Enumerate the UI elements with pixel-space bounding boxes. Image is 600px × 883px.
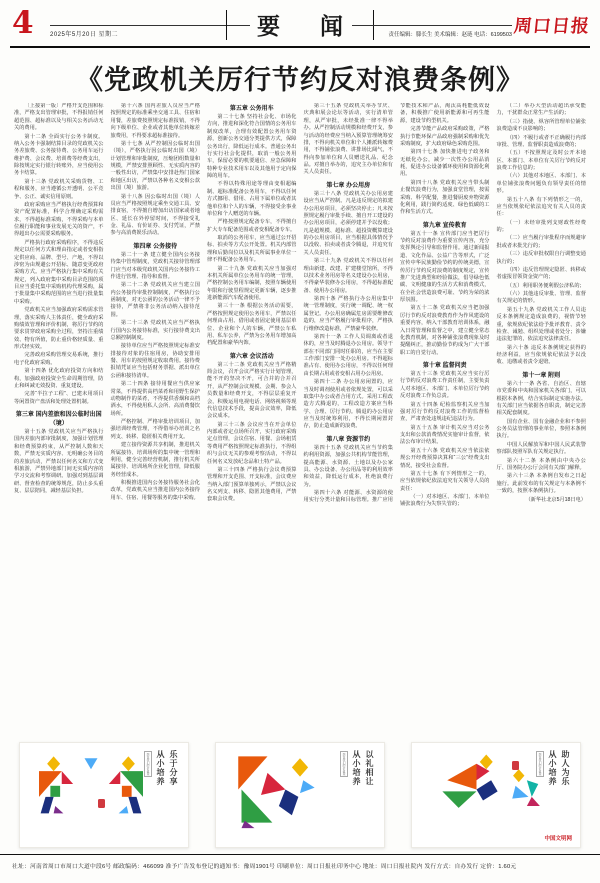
section-title: 要 闻 — [256, 13, 360, 40]
article-paragraph: （四）不履行或者不正确履行内部审批、管理、监督职责造成浪费的； — [496, 134, 586, 148]
article-paragraph: 完善“半拉子工程”、已建未用项目等闲置资产盘活和处理处置机制。 — [14, 391, 104, 405]
article-paragraph: 积极推进国内公务接待服务社会化改革，党政机关应当推进国内公务接待用车、住宿、用餐等服务的集中采购。 — [110, 480, 200, 501]
article-paragraph: 第二十九条 党政机关应当加强对本机关所属单位公务用车的统一管理，严格控制公务用车编制，按照车辆使用年限和行驶里程规定更新车辆，逐步推进新能源汽车配备使用。 — [207, 265, 297, 301]
chapter-heading: 第五章 公务用车 — [229, 106, 274, 112]
ad-series-label: 图说我们的价值观 — [538, 753, 542, 776]
article-paragraph: 第四十二条 办公用房闲置的，应当及时调剂使用或者依规处置，可以采取集中办公或者合用方式。采用工程改造方式腾退的，工程改造方案应当科学、合理、厉行节约。腾退的办公用房应当及时统筹利用，不得长期闲置封存，防止造成新的浪费。 — [303, 379, 393, 430]
publisher-footer: 社址：河南省周口市周口大道中段6号 邮政编码：466099 准予广告发布登记的通知书：豫周1901号 印刷单位：周口日报社印务中心 地址：周口日报社院内 发行方式：自办发行 定价：1.60元 — [0, 854, 600, 870]
article-paragraph: （五）利用职务便利假公济私的； — [506, 282, 585, 289]
article-paragraph: （三）指使、纵容所管理单位铺张浪费造成不良影响的； — [496, 118, 586, 133]
article-paragraph: 严格按照规定配备专车，不得擅自扩大专车配备范围或者变相配备专车。 — [207, 219, 297, 233]
seal-stamp-icon — [512, 761, 519, 770]
tangram-figures-illustration — [26, 749, 156, 841]
article-paragraph: （一）未经审批列支财政性经费的； — [496, 219, 586, 233]
article-paragraph: （五）不按照规定及时公开本地区、本部门、本单位有关厉行节约反对浪费工作信息的； — [496, 150, 586, 171]
article-paragraph: 严格控制、严格审批培训项目，加强培训经费管理，不得借举办培训之名列支、转移、隐匿相关费用开支。 — [110, 419, 200, 440]
ad-vertical-slogan — [548, 750, 572, 786]
tangram-figures-illustration — [222, 749, 352, 841]
chapter-heading: 第七章 办公用房 — [326, 182, 371, 189]
article-paragraph: 第三十二条 党政机关应当严格精简会议，召开会议严格实行计划管理，能不开的坚决不开，可合并的合并召开，从严控制会议规模、会期、参会人员数量和经费开支，不得层层重复开会，积极运用电视电话、网络视频等现代信息技术手段，提高会议效率，降低会议成本。 — [207, 361, 297, 420]
article-paragraph: 国有企业、国有金融企业和不参照公务员法管理的事业单位，参照本条例执行。 — [496, 418, 586, 440]
article-paragraph: 政府采购应当严格执行经费预算和资产配置标准，科学合理确定采购需求，不得超标准采购，不得采购与本单位履行职能和事业发展无关的资产，不得超出办公需要采购服务。 — [14, 201, 104, 238]
article-paragraph: （二）应当履行审批程序而规避审批或者未批先行的； — [496, 235, 586, 249]
article-paragraph: 第二十七条 坚持社会化、市场化方向，推进和深化符合国情的公务用车制度改革，合理有效配置公务用车资源，创新公务交通分类提供方式，保障公务出行，降低运行成本。普通公务出行实行社会化提供，取消一般公务用车，保留必要的机要通信、应急保障和特种专业技术用车以及其他用于定向保障的用车。 — [207, 114, 297, 179]
article-paragraph: 第六十二条 本条例由中央办公厅、国务院办公厅会同有关部门解释。 — [496, 457, 586, 471]
article-paragraph: 第五十九条 党政机关工作人员违反本条例规定造成浪费的，视情节轻重，依规依纪依法给予批评教育、责令检查、诫勉、组织处理或者处分；涉嫌违法犯罪的，依法追究法律责任。 — [496, 306, 586, 343]
ad-series-label: 图说我们的价值观 — [342, 753, 346, 776]
article-paragraph: 完善节能产品政府采购政策，严格执行节能环保产品政府强制采购和优先采购制度，扩大政府绿色采购范围。 — [400, 126, 490, 147]
article-paragraph: 第六十一条 各省、自治区、直辖市党委和中央和国家机关各部门，可以根据本条例，结合实际制定实施办法。有关部门应当依据各自职责，制定完善相关配套制度。 — [496, 380, 586, 417]
article-paragraph: 第二十二条 党政机关应当建立国内公务接待审批控制制度，严格执行公函制度，对无公函的公务活动一律不予接待，严禁将非公务活动纳入接待范围。 — [110, 282, 200, 318]
article-paragraph: 第五十五条 审计机关应当对公务支出和公款消费情况实施审计监督，依法公布审计结果。 — [400, 424, 490, 446]
psa-ad-sharing — [19, 742, 189, 848]
article-body — [14, 103, 586, 721]
article-paragraph: 第十四条 优化政府投资方向和结构，加强政府投资全生命周期管理，防止和纠减无效投资、重复建设。 — [14, 368, 104, 389]
chapter-heading: 第十章 监督问责 — [422, 363, 467, 369]
psa-ad-helping — [411, 742, 581, 848]
article-paragraph: 第十七条 从严控制因公临时出国（境），严格执行因公临时出国（境）计划管理和审批制度，压缩团组数量和规模，严禁安排照顾性、无实质内容的一般性出访，严禁集中安排赴热门国家和地区出访，严禁以各种名义变相公款出国（境）旅游。 — [110, 140, 200, 192]
article-paragraph: 第五十一条 宣传部门应当把厉行节约反对浪费作为重要宣传内容，充分发挥舆论引导和监督作用。通过新闻报道、文化作品、公益广告等形式，广泛宣传中华民族勤俭节约的传统美德，宣传厉行节约反对浪费的制度规定，宣传推广先进典型和经验做法，倡导绿色低碳、文明健康的生活方式和消费模式，在全社会营造浪费可耻、节约为荣的浓厚氛围。 — [400, 230, 490, 303]
page-header — [10, 0, 590, 48]
article-paragraph: 第十五条 党政机关应当严格执行国内差旅内部审批制度，加强计划管理和经费预算约束，从严控制人数和天数，严禁无实质内容、无明确公务目的的差旅活动，严禁以任何名义和方式变相旅游，严禁异地部门间无实质内容的学习交流和考察调研。加强对到基层调研、督查检查的统筹规范，防止多头重复、层层陪同，减轻基层负担。 — [14, 429, 104, 494]
article-headline: 《党政机关厉行节约反对浪费条例》 — [76, 65, 524, 96]
ad-vertical-slogan — [156, 750, 180, 786]
ad-virtue-text: 乐于分享 — [169, 750, 179, 786]
article-paragraph: 严格执行政府采购程序，不得违反规定以任何方式和理由指定或者变相指定供应商、品牌、型号、产地，不得以涉密为由规避公开招标、随意变更政府采购方式。应当严格执行集中采购有关规定，列入政府集中采购目录范围的项目应当委托集中采购机构代理采购，属于批量集中采购范围的应当进行批量集中采购。 — [14, 239, 104, 305]
article-paragraph: 不得以特殊用途等理由变相超编制、超标准配备公务用车，不得以任何方式挪用、借用、占用下属单位或者其他单位和个人的车辆，不得接受企事业单位和个人赠送的车辆。 — [207, 181, 297, 217]
ad-slogan-text: 从小培养 — [352, 750, 362, 786]
chapter-heading: 第六章 会议活动 — [229, 353, 274, 360]
chapter-heading: 第三章 国内差旅和因公临时出国（境） — [15, 412, 102, 427]
article-paragraph: 第五十六条 党政机关应当依法依规公开经费预算决算和“三公”经费支出情况，接受社会监督。 — [400, 447, 490, 469]
article-paragraph: 第四十一条 工作人员调离或者退休的，应当及时腾退办公用房。领导干部在不同部门同时任职的，应当在主要工作部门安排一处办公用房。不得超标准占有、使用办公用房，不得以任何理由长期占用或者变相占用办公用房。 — [303, 333, 393, 377]
article-paragraph: 第十三条 党政机关采购货物、工程和服务，应当遵循公开透明、公平竞争、公正、诚实信用原则。 — [14, 178, 104, 200]
ad-slogan-text: 从小培养 — [156, 750, 166, 786]
article-paragraph: 第三十五条 党政机关举办节庆、庆典和展会论坛等活动，实行清单管理，从严审批，未经批准一律不得举办。从严控制活动规模和经费开支，参与活动的经费应当纳入预算管理统筹安排，不得向机关单位和个人摊派转嫁费用，不得铺张浪费、讲排场比阔气，不得向参加单位和人员赠送礼品、纪念品。对擅自举办的，追究主办单位和有关人员责任。 — [303, 103, 393, 176]
date-line: 2025年5月20日 星期二 — [50, 25, 250, 38]
dateline-credit: （新华社北京5月18日电） — [525, 497, 586, 504]
chapter-heading: 第四章 公务接待 — [133, 243, 178, 250]
article-paragraph: 第四十八条 党政机关应当带头制止餐饮浪费行为，加强食堂管理，按需采购、科学配餐，推进餐厨废弃物资源化利用，践行简约适度、绿色低碳的工作和生活方式。 — [400, 179, 490, 216]
chapter-heading: 第十一章 附则 — [522, 372, 561, 379]
article-paragraph: 接待单位应当严格按照规定标准安排接待对象的住宿用房，协助安排用餐、用车的按照规定收取费用。接待费报销凭证应当包括财务票据、派出单位公函和接待清单。 — [110, 343, 200, 379]
article-paragraph: 第三十八条 党政机关办公用房建设应当从严控制。凡是违反规定的拟建办公用房项目，必须坚决停止；凡未按照规定履行审批手续、擅自开工建设的办公用房项目，必须停建并予以没收；凡是超规模、超标准、超投资概算建设的办公用房项目，应当根据具体情况予以没收、拍卖或者责令腾退，并追究有关人员责任。 — [303, 190, 393, 256]
article-paragraph: （六）其他对本地区、本部门、本单位铺张浪费问题负有领导责任的情形。 — [496, 173, 586, 195]
ad-credit-text: 中国文明网 — [544, 836, 572, 842]
psa-ad-courtesy — [215, 742, 385, 848]
article-paragraph: （二）举办大型活动超出承受能力，干扰群众正常生产生活的； — [496, 103, 586, 117]
article-paragraph: 第六十条 违反本条例规定获得的经济利益，应当依规依纪依法予以没收、追缴或者责令退赔。 — [496, 344, 586, 366]
article-paragraph: 完善政府采购管理交易系统，推行电子化政府采购。 — [14, 352, 104, 366]
article-paragraph: 第三十一条 根据公务活动需要，严格按照规定使用公务用车，严禁以任何理由占用、借用或者固定使用基层单位、企业和个人的车辆，严禁公车私用、私车公养，严禁为公务用车增加高档配置和豪华内饰。 — [207, 303, 297, 347]
article-paragraph: 建立接待资源共享机制，推进机关所属接待、培训场所的集中统一管理和利用，健全完善经营机制，推行机关所属接待、培训场所企业化管理，降低服务经营成本。 — [110, 442, 200, 478]
article-paragraph: 第十八条 因公临时出国（境）人员应当严格按照规定乘坐交通工具、安排食宿，不得擅自增加出访国家或者地区、延长在外停留时间，不得接受礼金、礼品、有价证券、支付凭证，严禁参与高消费娱乐活动。 — [110, 193, 200, 237]
article-paragraph: 第五十二条 党政机关应当把加强厉行节约反对浪费教育作为作风建设的重要内容，纳入干部教育培训体系，融入日常管理和监督之中，建立健全常态化教育机制，对各种铺张浪费现象及时提醒纠正，推动勤俭节约成为广大干部职工的自觉行动。 — [400, 305, 490, 356]
ad-slogan-text: 从小培养 — [548, 750, 558, 786]
article-paragraph: 第五十七条 有下列情形之一的，应当依规依纪依法追究有关领导人员的责任： — [400, 470, 490, 492]
article-paragraph: （三）违反审批权限自行调整变通执行的； — [496, 251, 586, 265]
article-paragraph: 第四十七条 加快推进电子政务和无纸化办公，减少一次性办公用品消耗，促进办公设备循环使用和资源化利用。 — [400, 149, 490, 178]
ad-vertical-slogan — [352, 750, 376, 786]
article-paragraph: 〔上接第一版〕严格开支范围和标准，严格支出管理审批，不得报销任何超范围、超标准以及与相关公务活动无关的费用。 — [14, 103, 104, 132]
divider-bar — [226, 10, 227, 40]
page-number: 4 — [12, 5, 34, 41]
article-paragraph: （一）对本地区、本部门、本单位铺张浪费行为失察失管的； — [400, 494, 490, 508]
editor-credits: 责任编辑：滕长生 美术编辑：赵琏 电话：6199503 — [352, 25, 512, 38]
article-paragraph: 中国人民解放军和中国人民武装警察部队按照军队有关规定执行。 — [496, 441, 586, 456]
ads-row — [0, 742, 600, 846]
article-paragraph: 党政机关应当加强政府采购需求管理，落实采购人主体责任，健全政府采购绩效管理和评价机制，将厉行节约的要求贯穿政府采购全过程，坚持注重绩效、物有所值，防止重价格轻质量、重形式轻实效。 — [14, 307, 104, 350]
chapter-heading: 第九章 宣传教育 — [422, 222, 467, 229]
article-paragraph: 第十二条 全面实行公务卡制度。纳入公务卡强制结算目录的党政机关公务差旅费、公务接待费、公务用车运行维护费、会议费、培训费等经费支出，除按规定实行银行转账外，应当使用公务卡结算。 — [14, 133, 104, 177]
ad-series-label: 图说我们的价值观 — [146, 753, 150, 776]
article-paragraph: 第四十六条 对能源、水资源的使用实行分类计量和目标管理。推广应用节能技术和产品，淘汰高耗能低效设备，积极推广使用新能源和可再生能源，建设节约型机关。 — [303, 103, 490, 504]
ad-virtue-text: 助人为乐 — [561, 750, 571, 786]
newspaper-masthead: 周口日报 — [512, 16, 591, 37]
article-paragraph: 第五十四条 纪检监察机关应当加强对厉行节约反对浪费工作的监督检查，严肃查处违规违纪违法行为。 — [400, 401, 490, 423]
article-paragraph: 第三十三条 会议应当在开会单位内部或者定点场所召开，实行政府采购定点管理，会议住宿、用餐、会场租赁等费用严格按照规定标准执行，不得组织与会议无关的参观考察活动，不得以任何名义发放纪念品和土特产品。 — [207, 421, 297, 465]
article-paragraph: 第二十三条 党政机关应当严格执行国内公务接待标准，实行接待费支出总额控制制度。 — [110, 320, 200, 341]
article-paragraph: 第五十八条 有下列情形之一的，应当依规依纪依法追究有关人员的责任： — [496, 196, 586, 218]
ad-virtue-text: 以礼相让 — [365, 750, 375, 786]
article-paragraph: 第六十三条 本条例自发布之日起施行。此前发布的有关规定与本条例不一致的，按照本条例执行。 — [496, 473, 586, 494]
article-paragraph: （六）其他违反审批、管理、监督有关规定的情形。 — [496, 291, 586, 305]
chapter-heading: 第八章 资源节约 — [326, 436, 371, 443]
article-paragraph: 第二十四条 接待用餐应当供应家常菜，不得提供高档菜肴和用野生保护动物制作的菜肴，不得提供香烟和高档酒水，不得使用私人会所、高消费餐饮场所。 — [110, 381, 200, 417]
article-paragraph: 第三十四条 严格执行会议费预算管理和开支范围、开支标准，会议费应当纳入部门预算单独列示，严禁以会议名义列支、转移、隐匿其他费用，严禁套取会议费。 — [207, 466, 297, 503]
article-paragraph: 第五十三条 党政机关应当实行厉行节约反对浪费工作责任制，主要负责人对本地区、本部门、本单位厉行节约反对浪费工作负总责。 — [400, 371, 490, 400]
article-paragraph: 第二十一条 建立健全国内公务接待集中管理制度，党政机关接待管理部门应当对本级党政机关国内公务接待工作进行管理、指导和监督。 — [110, 251, 200, 280]
article-paragraph: 取消的公务用车，应当通过公开招标、拍卖等方式公开处置。机关内部管理和后勤岗位以及机关所属事业单位一律不得配备公务用车。 — [207, 235, 297, 264]
article-paragraph: 第三十九条 党政机关不得以任何理由新建、改建、扩建楼堂馆所，不得以技术业务用房等名义建设办公用房，不得豪华装修办公用房，不得超标准配备、使用办公用房。 — [303, 258, 393, 294]
article-paragraph: 第四十条 严格执行办公用房集中统一管理制度，实行统一调配、统一权属登记。办公用房确属危房需要维修改造的，应当严格履行审批程序，严格执行维修改造标准，严禁豪华装修。 — [303, 296, 393, 332]
tangram-figures-illustration — [418, 749, 548, 841]
article-paragraph: 第十六条 国内差旅人员应当严格按照规定的标准乘坐交通工具、住宿和用餐，差旅费按照规定标准报销，不得向下级单位、企业或者其他单位转嫁差旅费用，不得要求超标准接待。 — [110, 103, 200, 139]
article-paragraph: （四）违反管理规定隐匿、转移或者虚报冒领资金资产的； — [496, 266, 586, 281]
article-paragraph: 第四十五条 党政机关应当节约集约利用资源，加强公共机构节能管理，提高能源、水资源、土地以及办公家具、办公设备、办公用品等的利用效率和效益，降低运行成本，杜绝浪费行为。 — [303, 444, 393, 488]
seal-stamp-icon — [98, 799, 105, 808]
